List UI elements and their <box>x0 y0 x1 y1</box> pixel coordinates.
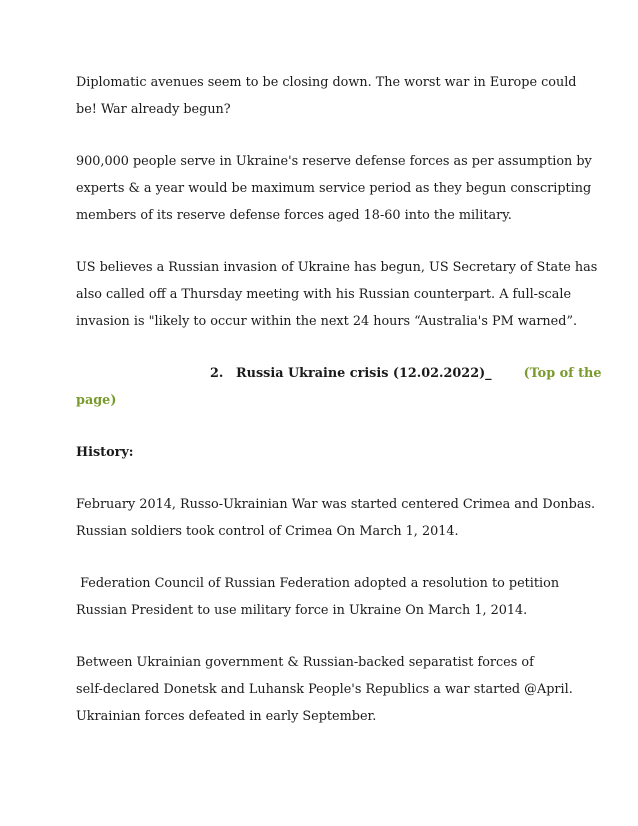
text-line: US believes a Russian invasion of Ukraine has begun, US Secretary of State has <box>76 260 598 275</box>
text-line: Federation Council of Russian Federation adopted a resolution to petition <box>76 576 560 591</box>
text-line: Diplomatic avenues seem to be closing down. The worst war in Europe could <box>76 75 577 90</box>
text-line: Ukrainian forces defeated in early September. <box>76 709 377 724</box>
paragraph-federation-council <box>76 570 566 624</box>
paragraph-donbas-war <box>76 649 573 730</box>
text-line: self-declared Donetsk and Luhansk People's Republics a war started @April. <box>76 682 573 697</box>
top-of-page-link[interactable]: (Top of the <box>523 366 602 381</box>
text-line: invasion is "likely to occur within the next 24 hours “Australia's PM warned”. <box>76 314 578 329</box>
paragraph-crimea <box>76 491 596 545</box>
section-heading-line <box>76 360 602 387</box>
text-line: Russian soldiers took control of Crimea On March 1, 2014. <box>76 524 459 539</box>
section-heading <box>76 360 602 414</box>
paragraph-reserve-forces <box>76 148 592 229</box>
text-line: be! War already begun? <box>76 102 231 117</box>
history-label: History: <box>76 445 134 460</box>
paragraph-invasion <box>76 254 598 335</box>
text-line: Between Ukrainian government & Russian-backed separatist forces of <box>76 655 534 670</box>
top-of-page-link-continued[interactable]: page) <box>76 393 117 408</box>
paragraph-diplomatic <box>76 69 577 123</box>
text-line: members of its reserve defense forces aged 18-60 into the military. <box>76 208 512 223</box>
text-line: Russian President to use military force in Ukraine On March 1, 2014. <box>76 603 528 618</box>
text-line: 900,000 people serve in Ukraine's reserve defense forces as per assumption by <box>76 154 592 169</box>
section-title: Russia Ukraine crisis (12.02.2022)_ <box>236 366 492 381</box>
text-line: experts & a year would be maximum service period as they begun conscripting <box>76 181 592 196</box>
document-body <box>76 69 602 755</box>
section-number: 2. <box>210 366 224 381</box>
text-line: also called off a Thursday meeting with his Russian counterpart. A full-scale <box>76 287 572 302</box>
text-line: February 2014, Russo-Ukrainian War was started centered Crimea and Donbas. <box>76 497 596 512</box>
